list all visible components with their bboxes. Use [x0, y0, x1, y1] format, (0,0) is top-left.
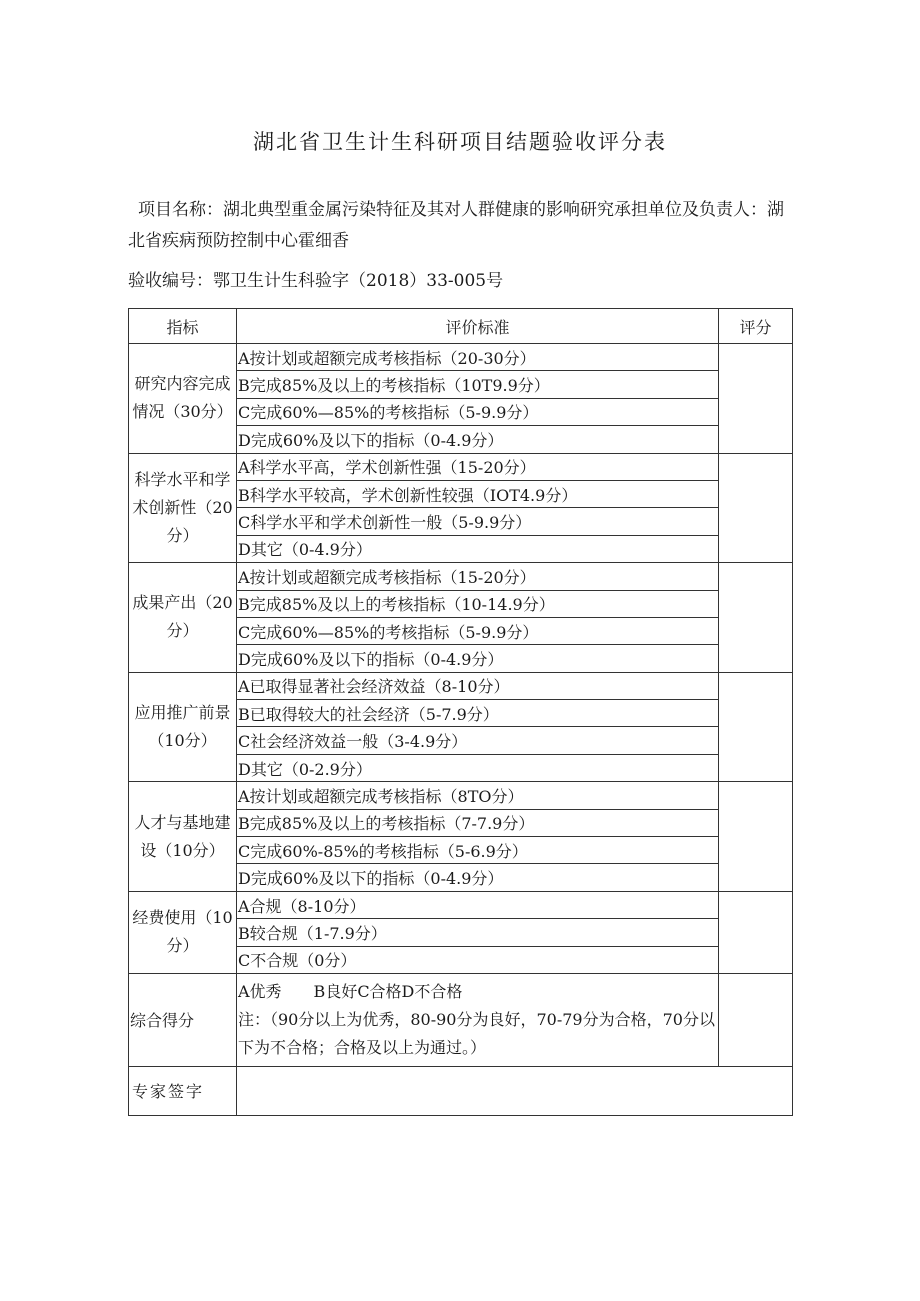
criterion-cell: C完成60%—85%的考核指标（5-9.9分）	[237, 398, 719, 425]
summary-label: 综合得分	[129, 973, 237, 1066]
criterion-cell: A按计划或超额完成考核指标（15-20分）	[237, 563, 719, 590]
scoring-table	[128, 308, 793, 1116]
criterion-cell: D完成60%及以下的指标（0-4.9分）	[237, 864, 719, 891]
project-info: 项目名称：湖北典型重金属污染特征及其对人群健康的影响研究承担单位及负责人：湖北省疾病预防控制中心霍细香	[128, 200, 784, 251]
criterion-cell: A已取得显著社会经济效益（8-10分）	[237, 672, 719, 699]
indicator-cell: 成果产出（20分）	[129, 563, 237, 673]
criterion-cell: A按计划或超额完成考核指标（20-30分）	[237, 344, 719, 371]
criterion-cell: C完成60%—85%的考核指标（5-9.9分）	[237, 617, 719, 644]
criterion-cell: D完成60%及以下的指标（0-4.9分）	[237, 645, 719, 672]
table-body	[129, 344, 793, 1116]
header-score: 评分	[719, 309, 793, 344]
criteria-row	[129, 453, 793, 480]
header-criteria: 评价标准	[237, 309, 719, 344]
criterion-cell: B已取得较大的社会经济（5-7.9分）	[237, 700, 719, 727]
signature-label: 专家签字	[129, 1066, 237, 1115]
criterion-cell: D完成60%及以下的指标（0-4.9分）	[237, 426, 719, 453]
criterion-cell: C科学水平和学术创新性一般（5-9.9分）	[237, 508, 719, 535]
criterion-cell: A合规（8-10分）	[237, 891, 719, 918]
criterion-cell: C完成60%-85%的考核指标（5-6.9分）	[237, 837, 719, 864]
score-cell[interactable]	[719, 782, 793, 892]
criterion-cell: D其它（0-4.9分）	[237, 535, 719, 562]
table-header-row	[129, 309, 793, 344]
criterion-cell: D其它（0-2.9分）	[237, 754, 719, 781]
criteria-row	[129, 563, 793, 590]
indicator-cell: 经费使用（10分）	[129, 891, 237, 973]
criterion-cell: B完成85%及以上的考核指标（10-14.9分）	[237, 590, 719, 617]
acceptance-code: 验收编号：鄂卫生计生科验字（2018）33-005号	[128, 271, 504, 291]
criteria-row	[129, 344, 793, 371]
summary-row	[129, 973, 793, 1066]
criterion-cell: C不合规（0分）	[237, 946, 719, 973]
signature-row	[129, 1066, 793, 1115]
grade-note: 注：（90分以上为优秀，80-90分为良好，70-79分为合格，70分以下为不合格；合格及以上为通过。）	[238, 1009, 715, 1057]
signature-cell[interactable]	[237, 1066, 793, 1115]
summary-content	[237, 973, 719, 1066]
criterion-cell: B较合规（1-7.9分）	[237, 919, 719, 946]
score-cell[interactable]	[719, 891, 793, 973]
indicator-cell: 研究内容完成情况（30分）	[129, 344, 237, 454]
score-cell[interactable]	[719, 672, 793, 782]
form-title: 湖北省卫生计生科研项目结题验收评分表	[253, 130, 667, 154]
indicator-cell: 应用推广前景（10分）	[129, 672, 237, 782]
criteria-row	[129, 782, 793, 809]
criterion-cell: A科学水平高，学术创新性强（15-20分）	[237, 453, 719, 480]
criterion-cell: B完成85%及以上的考核指标（7-7.9分）	[237, 809, 719, 836]
indicator-cell: 人才与基地建设（10分）	[129, 782, 237, 892]
criterion-cell: C社会经济效益一般（3-4.9分）	[237, 727, 719, 754]
criterion-cell: B科学水平较高，学术创新性较强（IOT4.9分）	[237, 480, 719, 507]
indicator-cell: 科学水平和学术创新性（20分）	[129, 453, 237, 563]
criteria-row	[129, 891, 793, 918]
score-cell[interactable]	[719, 453, 793, 563]
grade-levels: A优秀 B良好C合格D不合格	[238, 981, 463, 1001]
header-indicator: 指标	[129, 309, 237, 344]
criterion-cell: B完成85%及以上的考核指标（10T9.9分）	[237, 371, 719, 398]
score-cell[interactable]	[719, 344, 793, 454]
criteria-row	[129, 672, 793, 699]
score-cell[interactable]	[719, 563, 793, 673]
summary-score-cell[interactable]	[719, 973, 793, 1066]
criterion-cell: A按计划或超额完成考核指标（8TO分）	[237, 782, 719, 809]
